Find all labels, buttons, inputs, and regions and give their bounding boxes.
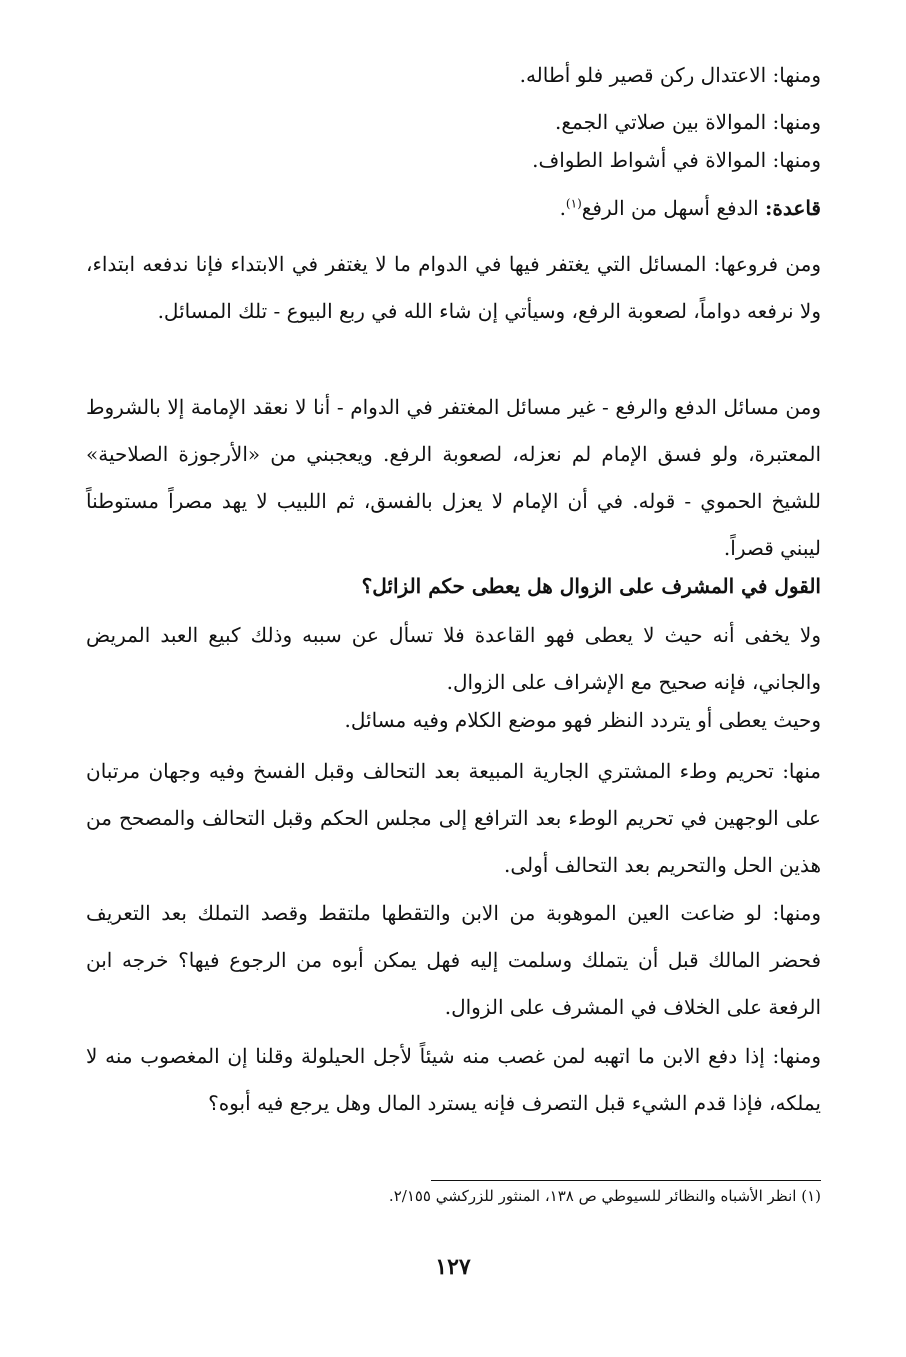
paragraph-1: ومن فروعها: المسائل التي يغتفر فيها في الدوام ما لا يغتفر في الابتداء فإنا ندفعه ابتداء، ولا نرفعه دواماً، لصعوبة الرفع، وسيأتي إن شاء الله في ربع البيوع - تلك المسائل. <box>86 252 821 323</box>
paragraph-3b: وحيث يعطى أو يتردد النظر فهو موضع الكلام وفيه مسائل. <box>344 708 821 732</box>
paragraph-6: ومنها: إذا دفع الابن ما اتهبه لمن غصب منه شيئاً لأجل الحيلولة وقلنا إن المغصوب منه لا يملكه، فإذا قدم الشيء قبل التصرف فإنه يسترد المال وهل يرجع فيه أبوه؟ <box>86 1044 821 1115</box>
paragraph-3: ولا يخفى أنه حيث لا يعطى فهو القاعدة فلا تسأل عن سببه وذلك كبيع العبد المريض والجاني، فإنه صحيح مع الإشراف على الزوال. <box>86 623 821 694</box>
text-line-3: ومنها: الموالاة في أشواط الطواف. <box>532 148 821 172</box>
rule-end: . <box>559 196 566 220</box>
paragraph-5: ومنها: لو ضاعت العين الموهوبة من الابن والتقطها ملتقط وقصد التملك بعد التعريف فحضر المالك قبل أن يتملك وسلمت إليه فهل يمكن أبوه من الرجوع فيها؟ خرجه ابن الرفعة على الخلاف في المشرف على الزوال. <box>86 901 821 1019</box>
text-line-2: ومنها: الموالاة بين صلاتي الجمع. <box>555 110 821 134</box>
footnote: (١) انظر الأشباه والنظائر للسيوطي ص ١٣٨، المنثور للزركشي ٢/١٥٥. <box>388 1187 821 1205</box>
paragraph-2: ومن مسائل الدفع والرفع - غير مسائل المغتفر في الدوام - أنا لا نعقد الإمامة إلا بالشروط المعتبرة، ولو فسق الإمام لم نعزله، لصعوبة الرفع. ويعجبني من «الأرجوزة الصلاحية» للشيخ الحموي - قوله. في أن الإمام لا يعزل بالفسق، ثم اللبيب لا يهد مصراً مستوطناً ليبني قصراً. <box>86 395 821 560</box>
rule-line <box>86 185 821 232</box>
section-heading: القول في المشرف على الزوال هل يعطى حكم الزائل؟ <box>361 574 821 598</box>
footnote-marker: (١) <box>565 196 582 211</box>
text-line-1: ومنها: الاعتدال ركن قصير فلو أطاله. <box>519 63 821 87</box>
paragraph-4: منها: تحريم وطء المشتري الجارية المبيعة بعد التحالف وقبل الفسخ وفيه وجهان مرتبان على الوجهين في تحريم الوطء بعد الترافع إلى مجلس الحكم وقبل التحالف والمصحح من هذين الحل والتحريم بعد التحالف أولى. <box>86 759 821 877</box>
rule-text: الدفع أسهل من الرفع <box>581 196 759 220</box>
rule-label: قاعدة: <box>765 196 821 220</box>
footnote-divider <box>431 1180 821 1181</box>
page-number: ١٢٧ <box>435 1254 471 1280</box>
